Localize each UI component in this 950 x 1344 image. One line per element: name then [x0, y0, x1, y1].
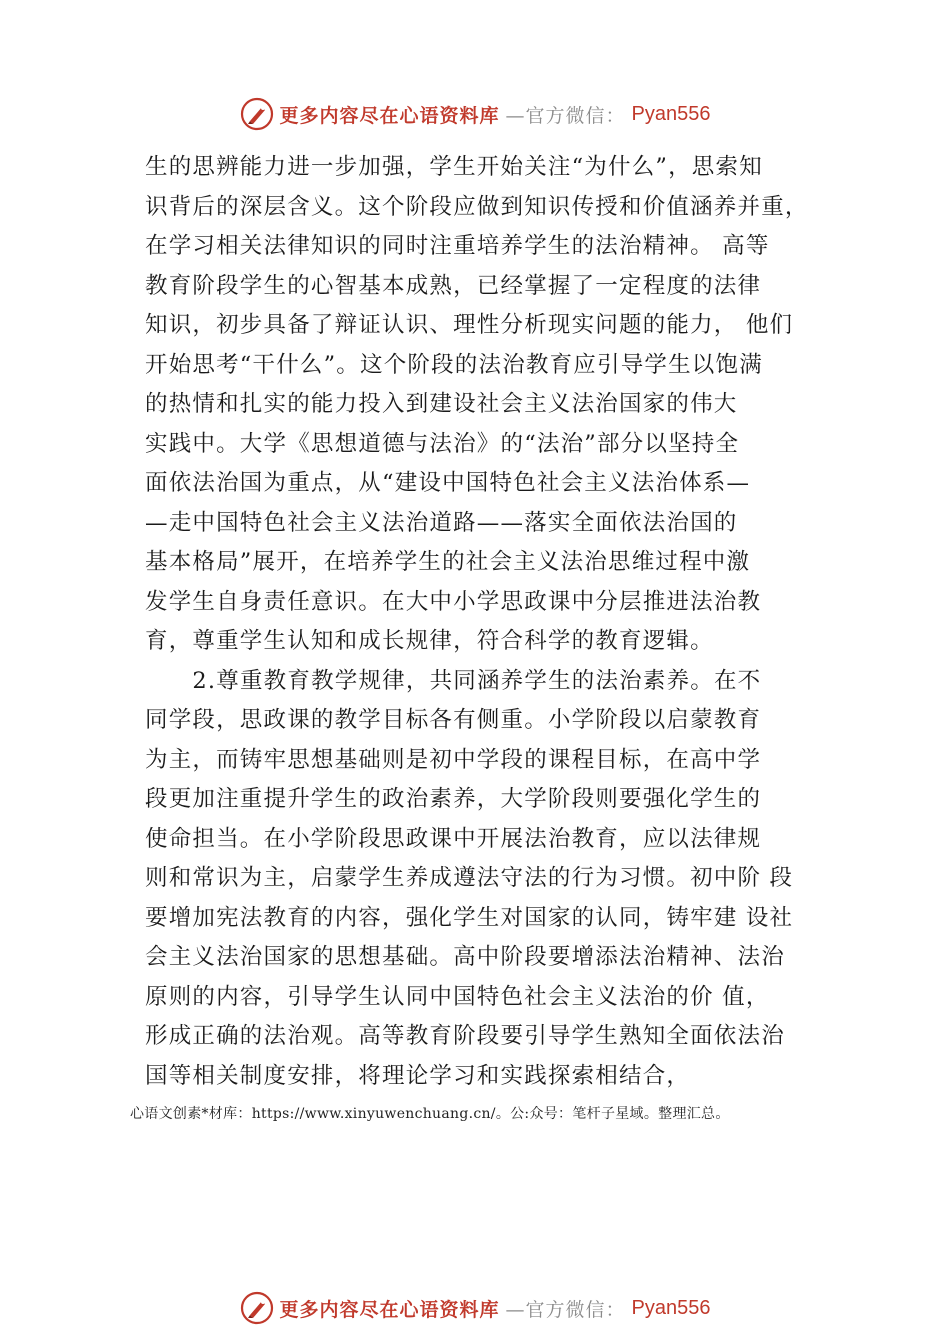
body-line: 在学习相关法律知识的同时注重培养学生的法治精神。 高等: [145, 233, 770, 259]
body-line: 使命担当。在小学阶段思政课中开展法治教育，应以法律规: [145, 825, 762, 852]
body-line: 开始思考“干什么”。这个阶段的法治教育应引导学生以饱满: [145, 351, 763, 378]
body-line: 识背后的深层含义。这个阶段应做到知识传授和价值涵养并重，: [145, 193, 809, 220]
banner-title: 更多内容尽在心语资料库: [279, 104, 500, 127]
body-line: 知识，初步具备了辩证认识、理性分析现实问题的能力， 他们: [145, 312, 794, 338]
banner-wechat-label: —官方微信：: [505, 104, 626, 127]
document-body: [145, 148, 835, 1096]
body-line: —走中国特色社会主义法治道路——落实全面依法治国的: [145, 509, 738, 536]
body-line: 则和常识为主，启蒙学生养成遵法守法的行为习惯。初中阶 段: [145, 865, 794, 891]
body-line: 育，尊重学生认知和成长规律，符合科学的教育逻辑。: [145, 628, 714, 654]
banner-wechat-id: Pyan556: [631, 102, 711, 125]
banner-title: 更多内容尽在心语资料库: [279, 1298, 500, 1321]
body-line: 教育阶段学生的心智基本成熟，已经掌握了一定程度的法律: [145, 272, 762, 299]
footer-banner: [0, 1288, 950, 1328]
body-line: 的热情和扎实的能力投入到建设社会主义法治国家的伟大: [145, 391, 738, 417]
body-line: 基本格局”展开，在培养学生的社会主义法治思维过程中激: [145, 549, 751, 575]
pen-nib-logo-icon: [240, 97, 274, 131]
body-line: 发学生自身责任意识。在大中小学思政课中分层推进法治教: [145, 588, 762, 615]
body-line: 原则的内容，引导学生认同中国特色社会主义法治的价 值，: [145, 983, 770, 1010]
body-line: 为主，而铸牢思想基础则是初中学段的课程目标，在高中学: [145, 746, 762, 773]
banner-wechat-label: —官方微信：: [505, 1298, 626, 1321]
body-line: 同学段，思政课的教学目标各有侧重。小学阶段以启蒙教育: [145, 707, 762, 733]
body-line: 国等相关制度安排，将理论学习和实践探索相结合，: [145, 1062, 691, 1089]
banner-wechat-id: Pyan556: [631, 1296, 711, 1319]
body-line: 要增加宪法教育的内容，强化学生对国家的认同，铸牢建 设社: [145, 904, 794, 931]
body-line: 会主义法治国家的思想基础。高中阶段要增添法治精神、法治: [145, 944, 785, 970]
header-banner: [0, 94, 950, 134]
body-line: 实践中。大学《思想道德与法治》的“法治”部分以坚持全: [145, 430, 740, 457]
body-line: 段更加注重提升学生的政治素养，大学阶段则要强化学生的: [145, 786, 762, 812]
body-line-paragraph-start: 2.尊重教育教学规律，共同涵养学生的法治素养。在不: [145, 667, 762, 694]
source-footnote: 心语文创素*材库：https://www.xinyuwenchuang.cn/。公:众号：笔杆子星域。整理汇总。: [130, 1106, 730, 1122]
body-line: 生的思辨能力进一步加强，学生开始关注“为什么”，思索知: [145, 154, 763, 180]
body-line: 形成正确的法治观。高等教育阶段要引导学生熟知全面依法治: [145, 1023, 785, 1049]
pen-nib-logo-icon: [240, 1291, 274, 1325]
body-line: 面依法治国为重点，从“建设中国特色社会主义法治体系—: [145, 470, 751, 496]
